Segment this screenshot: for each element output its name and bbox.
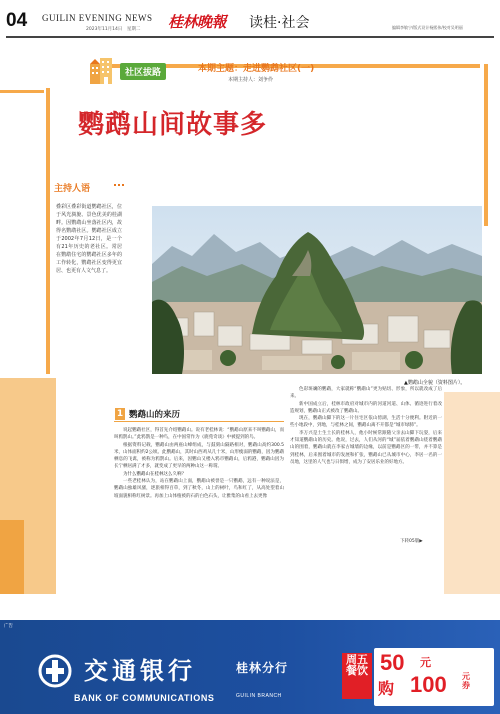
article-paragraph: 根据资料记载，鹦鹉山由两座山峰组成，与鼓刻山隔路相对，鹦鹉山高约300.5米，山体面积约2公顷。此鹦鹉山，其时山西鸡从几十米，山形瘦弱的鹦鹉，因为鹦鹉栖息的飞禽，被称为鸦鹊山。后来，因鹦山又楼入鸦市鹦鹉山，后鸦港，鹦鹉山因为长宁栖居满了才多，就变成了更早的两种山这一称谓。: [114, 442, 284, 470]
host-intro-label: 主持人语: [54, 184, 91, 194]
column-badge: 社区拔路: [120, 63, 166, 80]
issue-theme: 本期主题：走进鹦鹉社区(一): [198, 64, 315, 74]
ad-tag: 广告: [4, 624, 13, 629]
parrot-hill-photo: [152, 206, 482, 374]
bank-logo-icon: [38, 654, 72, 688]
brand-logo: 桂林晚報: [168, 13, 227, 31]
editor-info: 编辑李敏宁/版式设计杨熙伟/校对吴明丽: [392, 25, 463, 30]
promo-amount-100: 100: [410, 672, 447, 697]
promo-voucher-label: 元券: [462, 672, 470, 690]
host-intro-text: 叠彩区叠彩街道鹦鹉社区，位于风光旖旎、景色优美的桂湖畔。因鹦鹉山坐落社区内，故得名鹦鹉社区。鹦鹉社区成立于2002年7月12日，是一个有21年历史的老社区。常居在鹦鹉住宅的鹦鹉社区多年的工作转化，鹦鹉社区变得更宜居、也更有人文气息了。: [56, 204, 122, 274]
article-column-2: [290, 386, 442, 466]
section-divider: [114, 421, 284, 422]
photo-caption: ▲鹦鹉山全貌（资料图片）。: [404, 380, 466, 386]
article-paragraph: 现在，鹦鹉山脚下的这一片住宅区依山傍湖，生活十分便利。附近的一些小地段中，到地，与桂林之间，鹦鹉山离不开都是“城市绿肺”。: [290, 416, 442, 429]
theme-host: 本期主持人：刘争伶: [228, 77, 274, 83]
article-paragraph: 说起鹦鹉社区，得首先介绍鹦鹉山。说有老桂林说：“鹦鹉山原来不叫鹦鹉山，而叫鸦鹊山。”此鸦鹊是一种鸟，在中国常作为《鹿苑奇谈》中被提到的鸟。: [114, 428, 284, 441]
bank-name-cn: 交通银行: [84, 656, 196, 685]
article-paragraph: 李万兴是土生土长的桂林人，他小时候常跟随父亲去山脚下玩耍，后来才知道鹦鹉山的历史。他说，过去，人们从河的“城”届依着鹦鹉山绕着鹦鹉山的围着，鹦鹉山就在李家古城墙的边缘，以前是鹦鹉区的一带，并不算是到桂林，后来围着城市的发展和扩张，鹦鹉山已从城市中心，李居一名的一员地，这里的人气也与日俱增，成为了安居乐业的好地方。: [290, 430, 442, 465]
promo-amount-50: 50: [380, 650, 405, 675]
article-paragraph: 色彩斑斓的鹦鹉，大家就称“鹦鹉山”更为贴切、形象，所以就改成了后来。: [290, 387, 442, 400]
orange-stripe-left: [46, 88, 50, 374]
article-subheading: 为什么鹦鹉山在桂林这么久响？: [123, 471, 186, 477]
bank-name-en: BANK OF COMMUNICATIONS: [74, 693, 215, 703]
promo-buy-label: 购: [378, 679, 395, 698]
promo-unit-yuan: 元: [420, 656, 431, 669]
section-title: 鹦鹉山的来历: [129, 410, 181, 420]
page-number: 04: [6, 10, 28, 31]
section-name: 读桂·社会: [249, 15, 310, 31]
promo-day-label: 周五餐饮: [342, 653, 372, 699]
host-intro-dots: [114, 184, 124, 187]
building-icon: [88, 56, 114, 84]
decor-band-right: [444, 392, 500, 594]
masthead-divider: [6, 36, 494, 38]
article-paragraph: 一些老桂林认为，站在鹦鹉山上面，鹦鹉山被誉是一只鹦鹉，远有一种说法是，鹦鹉山独雄风骚，逐旅相得百草，到了秋冬，山上的树叶，鸟和红了，从高处望着山坡面貌相称红树景。再加上山体植被的石的白色石头，让雅集的山看上去更像: [114, 479, 284, 499]
section-number: 1: [116, 409, 124, 419]
orange-stripe-right: [484, 64, 488, 226]
continued-link[interactable]: 下转05版▶: [400, 539, 423, 544]
issue-date: 2023年11月14日 星期二: [86, 27, 141, 32]
decor-band-left-dark: [0, 520, 24, 594]
orange-stripe-left-short: [0, 90, 44, 93]
page-title: 鹦鹉山间故事多: [78, 110, 268, 140]
article-column-1: [114, 427, 284, 500]
branch-name-cn: 桂林分行: [236, 661, 289, 675]
article-paragraph: 新中国成立后，桂林市政府对城市内的河道河道、山体、循迹进行着改造规划，鹦鹉山正式被改了鹦鹉山。: [290, 401, 442, 414]
paper-name: GUILIN EVENING NEWS: [42, 13, 153, 23]
branch-name-en: GUILIN BRANCH: [236, 693, 282, 699]
